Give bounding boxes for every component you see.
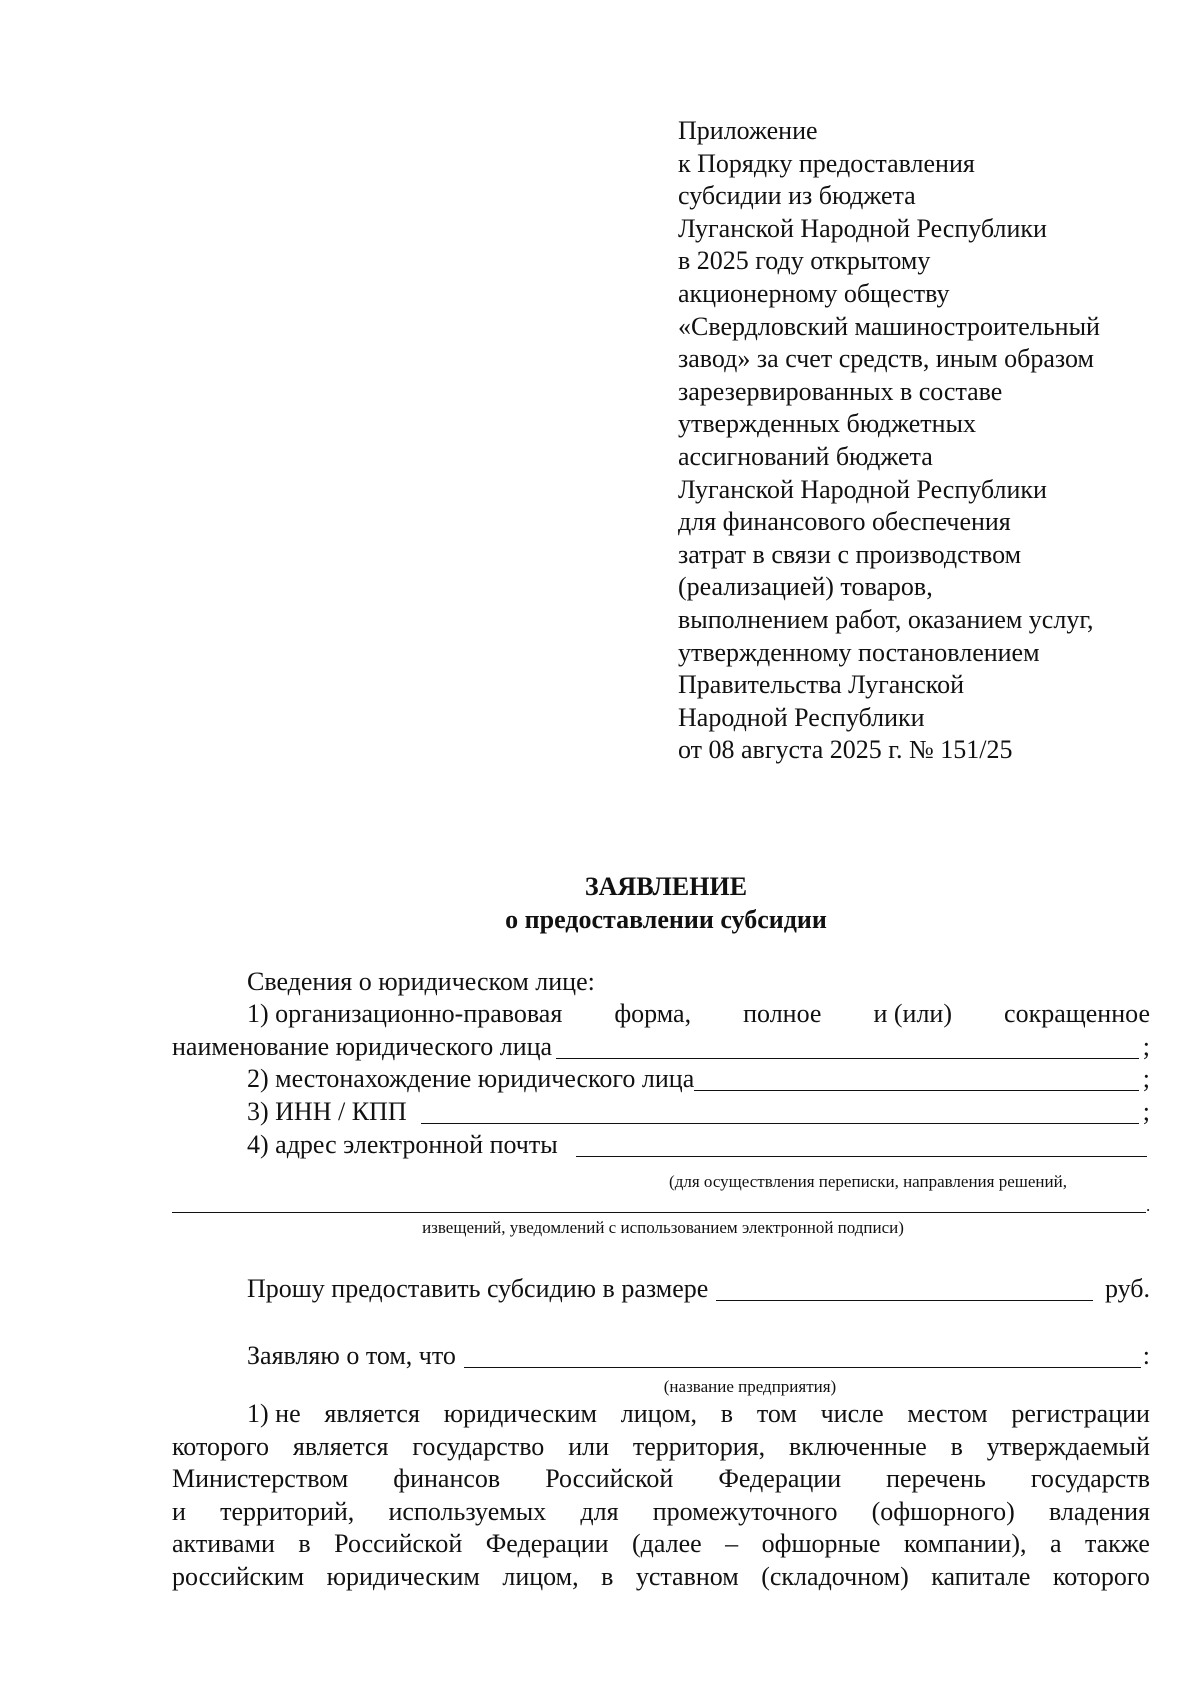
paragraph-word: активами bbox=[172, 1529, 275, 1559]
paragraph-word: Российской bbox=[334, 1529, 463, 1559]
paragraph-word: владения bbox=[1048, 1496, 1150, 1526]
appendix-line: к Порядку предоставления bbox=[678, 148, 975, 178]
paragraph-word: Российской bbox=[545, 1464, 674, 1494]
paragraph-word: (далее bbox=[631, 1529, 702, 1559]
appendix-line: в 2025 году открытому bbox=[678, 246, 931, 276]
paragraph-word: промежуточного bbox=[652, 1496, 838, 1526]
paragraph-line bbox=[172, 1431, 1150, 1464]
appendix-line: акционерному обществу bbox=[678, 278, 950, 308]
location-row bbox=[247, 1063, 1150, 1095]
paragraph-word: компании), bbox=[903, 1529, 1027, 1559]
declaration-row bbox=[247, 1340, 1150, 1372]
paragraph-word: включенные bbox=[788, 1431, 927, 1461]
appendix-line: утвержденных бюджетных bbox=[678, 409, 977, 439]
entity-name-row bbox=[172, 1031, 1150, 1063]
paragraph-word: в bbox=[720, 1399, 734, 1428]
paragraph-word: офшорные bbox=[761, 1529, 881, 1559]
company-name-field[interactable] bbox=[464, 1341, 1141, 1368]
subsidy-request-row bbox=[247, 1273, 1150, 1305]
appendix-block bbox=[678, 115, 1100, 767]
paragraph-word: территория, bbox=[632, 1431, 766, 1461]
paragraph-word: Федерации bbox=[718, 1464, 842, 1494]
paragraph-word: перечень bbox=[886, 1464, 986, 1494]
paragraph-word: государство bbox=[412, 1431, 545, 1461]
paragraph-word: местом bbox=[907, 1399, 988, 1428]
paragraph-word: которого bbox=[1052, 1561, 1150, 1591]
email-caption-dot: . bbox=[1146, 1196, 1151, 1215]
paragraph-word: регистрации bbox=[1011, 1399, 1150, 1428]
email-caption-1: (для осуществления переписки, направления решений, bbox=[669, 1172, 1067, 1191]
appendix-line: выполнением работ, оказанием услуг, bbox=[678, 604, 1094, 634]
paragraph-word: является bbox=[292, 1431, 389, 1461]
appendix-line: утвержденному постановлением bbox=[678, 637, 1040, 667]
paragraph-word: уставном bbox=[635, 1561, 739, 1591]
appendix-line: (реализацией) товаров, bbox=[678, 572, 933, 602]
paragraph-word: (складочном) bbox=[761, 1561, 909, 1591]
item1-word: сокращенное bbox=[1004, 999, 1150, 1028]
paragraph-word: и bbox=[172, 1496, 186, 1526]
appendix-line: ассигнований бюджета bbox=[678, 441, 933, 471]
declaration-paragraph bbox=[172, 1398, 1150, 1594]
paragraph-word: является bbox=[324, 1399, 420, 1428]
paragraph-word: (офшорного) bbox=[871, 1496, 1015, 1526]
appendix-line: завод» за счет средств, иным образом bbox=[678, 344, 1094, 374]
paragraph-word: также bbox=[1084, 1529, 1150, 1559]
paragraph-word: Федерации bbox=[485, 1529, 609, 1559]
appendix-line: Правительства Луганской bbox=[678, 670, 964, 700]
paragraph-word: – bbox=[725, 1529, 739, 1559]
email-caption-2: извещений, уведомлений с использованием электронной подписи) bbox=[422, 1218, 904, 1237]
item1-word: полное bbox=[743, 999, 822, 1028]
appendix-line: Луганской Народной Республики bbox=[678, 474, 1047, 504]
inn-kpp-field[interactable] bbox=[421, 1097, 1139, 1124]
paragraph-word: лицом, bbox=[502, 1561, 579, 1591]
paragraph-word: территорий, bbox=[220, 1496, 355, 1526]
email-row bbox=[247, 1129, 1147, 1161]
paragraph-word: числе bbox=[820, 1399, 884, 1428]
paragraph-word: в bbox=[950, 1431, 963, 1461]
semicolon: ; bbox=[1142, 1097, 1150, 1126]
paragraph-word: утверждаемый bbox=[986, 1431, 1150, 1461]
appendix-line: от 08 августа 2025 г. № 151/25 bbox=[678, 735, 1013, 765]
inn-kpp-row bbox=[247, 1096, 1150, 1128]
paragraph-word: государств bbox=[1030, 1464, 1150, 1494]
paragraph-word: юридическим bbox=[443, 1399, 597, 1428]
appendix-line: затрат в связи с производством bbox=[678, 539, 1022, 569]
subsidy-amount-field[interactable] bbox=[716, 1274, 1093, 1301]
email-field[interactable] bbox=[576, 1130, 1147, 1157]
semicolon: ; bbox=[1142, 1032, 1150, 1061]
appendix-line: «Свердловский машиностроительный bbox=[678, 311, 1100, 341]
item1-word: форма, bbox=[614, 999, 692, 1028]
item1-word: и (или) bbox=[873, 999, 953, 1028]
item1-line bbox=[247, 998, 1150, 1030]
paragraph-word: 1) не bbox=[247, 1399, 301, 1428]
currency-unit: руб. bbox=[1104, 1274, 1150, 1303]
paragraph-word: в bbox=[601, 1561, 614, 1591]
paragraph-line bbox=[172, 1398, 1150, 1431]
appendix-line: Народной Республики bbox=[678, 702, 925, 732]
paragraph-word: используемых bbox=[388, 1496, 547, 1526]
entity-name-label: наименование юридического лица bbox=[172, 1032, 553, 1061]
appendix-line: Приложение bbox=[678, 116, 818, 145]
paragraph-word: Министерством bbox=[172, 1464, 349, 1494]
paragraph-word: капитале bbox=[931, 1561, 1031, 1591]
legal-entity-heading: Сведения о юридическом лице: bbox=[247, 967, 595, 996]
paragraph-word: том bbox=[756, 1399, 797, 1428]
location-field[interactable] bbox=[694, 1064, 1139, 1091]
paragraph-word: юридическим bbox=[326, 1561, 480, 1591]
semicolon: ; bbox=[1142, 1064, 1150, 1093]
declaration-label: Заявляю о том, что bbox=[247, 1341, 456, 1370]
paragraph-line bbox=[172, 1528, 1150, 1561]
paragraph-line bbox=[172, 1561, 1150, 1594]
inn-kpp-label: 3) ИНН / КПП bbox=[247, 1097, 407, 1126]
paragraph-word: а bbox=[1049, 1529, 1062, 1559]
document-subtitle: о предоставлении субсидии bbox=[505, 905, 827, 934]
paragraph-word: российским bbox=[172, 1561, 305, 1591]
appendix-line: для финансового обеспечения bbox=[678, 507, 1011, 537]
appendix-line: Луганской Народной Республики bbox=[678, 213, 1047, 243]
colon: : bbox=[1142, 1341, 1150, 1370]
email-continuation-line[interactable] bbox=[172, 1212, 1146, 1213]
appendix-line: зарезервированных в составе bbox=[678, 376, 1003, 406]
paragraph-word: которого bbox=[172, 1431, 270, 1461]
location-label: 2) местонахождение юридического лица bbox=[247, 1064, 695, 1093]
paragraph-word: для bbox=[580, 1496, 619, 1526]
entity-name-field[interactable] bbox=[556, 1032, 1139, 1059]
paragraph-line bbox=[172, 1463, 1150, 1496]
appendix-line: субсидии из бюджета bbox=[678, 181, 916, 211]
document-title: ЗАЯВЛЕНИЕ bbox=[584, 872, 748, 901]
company-name-caption: (название предприятия) bbox=[663, 1377, 837, 1396]
paragraph-word: лицом, bbox=[620, 1399, 698, 1428]
paragraph-word: или bbox=[568, 1431, 609, 1461]
paragraph-word: финансов bbox=[393, 1464, 501, 1494]
paragraph-word: в bbox=[298, 1529, 311, 1559]
email-label: 4) адрес электронной почты bbox=[247, 1130, 558, 1159]
paragraph-line bbox=[172, 1496, 1150, 1529]
item1-word: 1) организационно-правовая bbox=[247, 999, 563, 1028]
subsidy-request-label: Прошу предоставить субсидию в размере bbox=[247, 1274, 709, 1303]
